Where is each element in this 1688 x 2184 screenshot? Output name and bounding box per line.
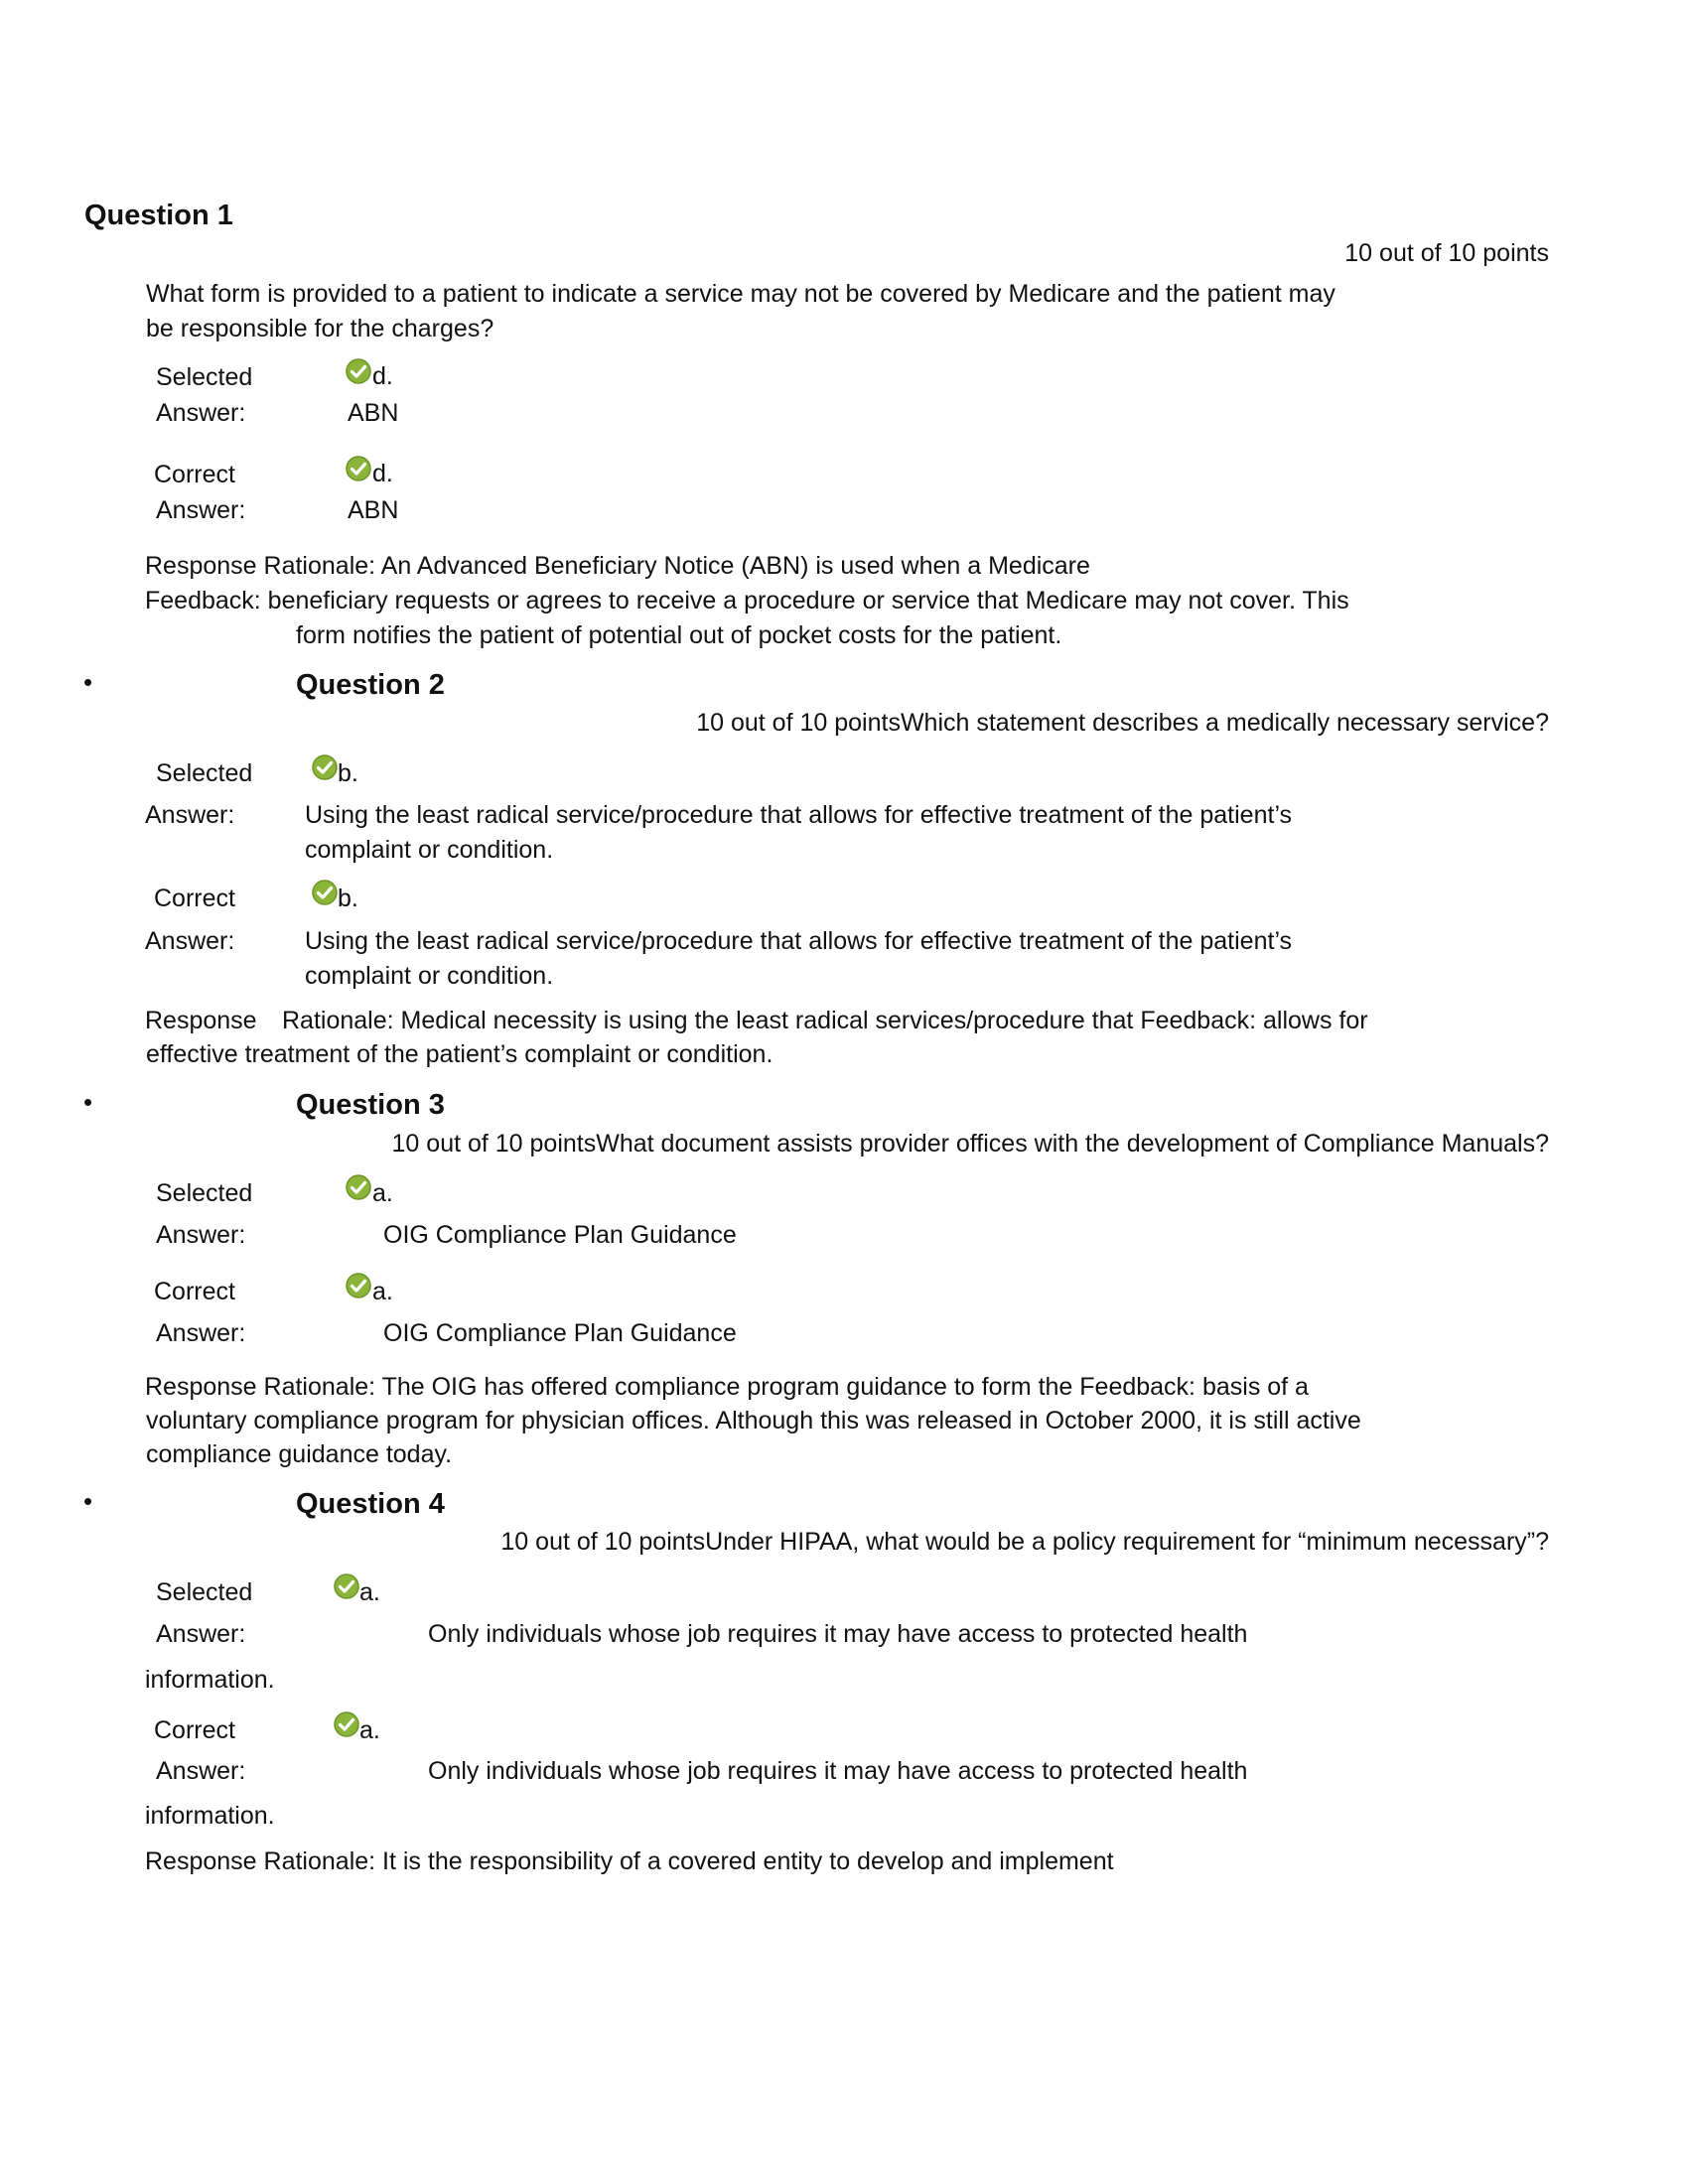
selected-answer-label: Answer: <box>145 801 235 829</box>
correct-answer-letter: a. <box>372 1278 393 1305</box>
correct-check-icon <box>346 358 371 384</box>
correct-answer-label: Correct <box>154 1278 235 1305</box>
response-feedback: Response <box>145 1007 257 1034</box>
list-bullet: • <box>83 1486 93 1516</box>
selected-answer-value: Only individuals whose job requires it may have access to protected health <box>428 1620 1248 1648</box>
correct-answer-label: Correct <box>154 885 235 912</box>
selected-answer-label: Answer: <box>156 1221 246 1249</box>
selected-answer-value: Using the least radical service/procedure that allows for effective treatment of the patient’s <box>305 801 1293 829</box>
list-bullet: • <box>83 667 93 697</box>
correct-check-icon <box>346 1273 371 1298</box>
correct-answer-value: complaint or condition. <box>305 962 554 990</box>
question-2-title: Question 2 <box>296 669 445 701</box>
question-1-score: 10 out of 10 points <box>1344 239 1549 267</box>
correct-check-icon <box>312 754 338 780</box>
correct-answer-label: Correct <box>154 1716 235 1744</box>
correct-answer-value: Only individuals whose job requires it may have access to protected health <box>428 1757 1248 1785</box>
question-1-text: What form is provided to a patient to indicate a service may not be covered by Medicare and the patient may <box>146 280 1336 308</box>
selected-answer-letter: b. <box>338 759 358 787</box>
selected-answer-value: OIG Compliance Plan Guidance <box>383 1221 737 1249</box>
selected-answer-letter: a. <box>372 1179 393 1207</box>
correct-answer-label: Answer: <box>156 496 246 524</box>
question-1-text: be responsible for the charges? <box>146 315 494 342</box>
selected-answer-label: Selected <box>156 759 253 787</box>
selected-answer-label: Answer: <box>156 1620 246 1648</box>
selected-answer-letter: a. <box>359 1578 380 1606</box>
question-4-title: Question 4 <box>296 1488 445 1520</box>
list-bullet: • <box>83 1087 93 1117</box>
response-feedback: voluntary compliance program for physician offices. Although this was released in October 2000, it is still active <box>146 1407 1361 1434</box>
response-feedback: Response Rationale: The OIG has offered compliance program guidance to form the Feedback: basis of a <box>145 1373 1309 1401</box>
question-3-title: Question 3 <box>296 1089 445 1121</box>
correct-check-icon <box>312 880 338 905</box>
response-feedback: Feedback: beneficiary requests or agrees to receive a procedure or service that Medicare may not cover. This <box>145 587 1349 614</box>
correct-check-icon <box>334 1711 359 1737</box>
correct-check-icon <box>346 456 371 481</box>
question-1-title: Question 1 <box>84 200 233 231</box>
correct-answer-value: OIG Compliance Plan Guidance <box>383 1319 737 1347</box>
selected-answer-value: complaint or condition. <box>305 836 554 864</box>
question-4-score-and-text: 10 out of 10 pointsUnder HIPAA, what would be a policy requirement for “minimum necessary”? <box>500 1528 1549 1556</box>
selected-answer-label: Selected <box>156 1578 253 1606</box>
selected-answer-label: Answer: <box>156 399 246 427</box>
correct-check-icon <box>346 1174 371 1200</box>
response-feedback: form notifies the patient of potential out of pocket costs for the patient. <box>296 621 1062 649</box>
question-3-score-and-text: 10 out of 10 pointsWhat document assists provider offices with the development of Compliance Manuals? <box>391 1130 1549 1158</box>
response-feedback: compliance guidance today. <box>146 1440 453 1468</box>
selected-answer-value: ABN <box>348 399 399 427</box>
selected-answer-label: Selected <box>156 363 253 391</box>
correct-answer-label: Answer: <box>156 1757 246 1785</box>
correct-answer-label: Answer: <box>145 927 235 955</box>
selected-answer-letter: d. <box>372 362 393 390</box>
selected-answer-value: information. <box>145 1666 275 1694</box>
correct-answer-value: information. <box>145 1802 275 1830</box>
correct-answer-label: Correct <box>154 461 235 488</box>
correct-answer-letter: d. <box>372 460 393 487</box>
correct-check-icon <box>334 1573 359 1599</box>
correct-answer-letter: a. <box>359 1716 380 1744</box>
correct-answer-value: Using the least radical service/procedure that allows for effective treatment of the patient’s <box>305 927 1293 955</box>
response-feedback: Response Rationale: An Advanced Beneficiary Notice (ABN) is used when a Medicare <box>145 552 1090 580</box>
response-feedback: Rationale: Medical necessity is using the least radical services/procedure that Feedback: allows for <box>282 1007 1368 1034</box>
correct-answer-letter: b. <box>338 885 358 912</box>
selected-answer-label: Selected <box>156 1179 253 1207</box>
response-feedback: Response Rationale: It is the responsibility of a covered entity to develop and implement <box>145 1847 1114 1875</box>
correct-answer-label: Answer: <box>156 1319 246 1347</box>
question-2-score-and-text: 10 out of 10 pointsWhich statement describes a medically necessary service? <box>696 709 1549 737</box>
response-feedback: effective treatment of the patient’s complaint or condition. <box>146 1040 774 1068</box>
correct-answer-value: ABN <box>348 496 399 524</box>
